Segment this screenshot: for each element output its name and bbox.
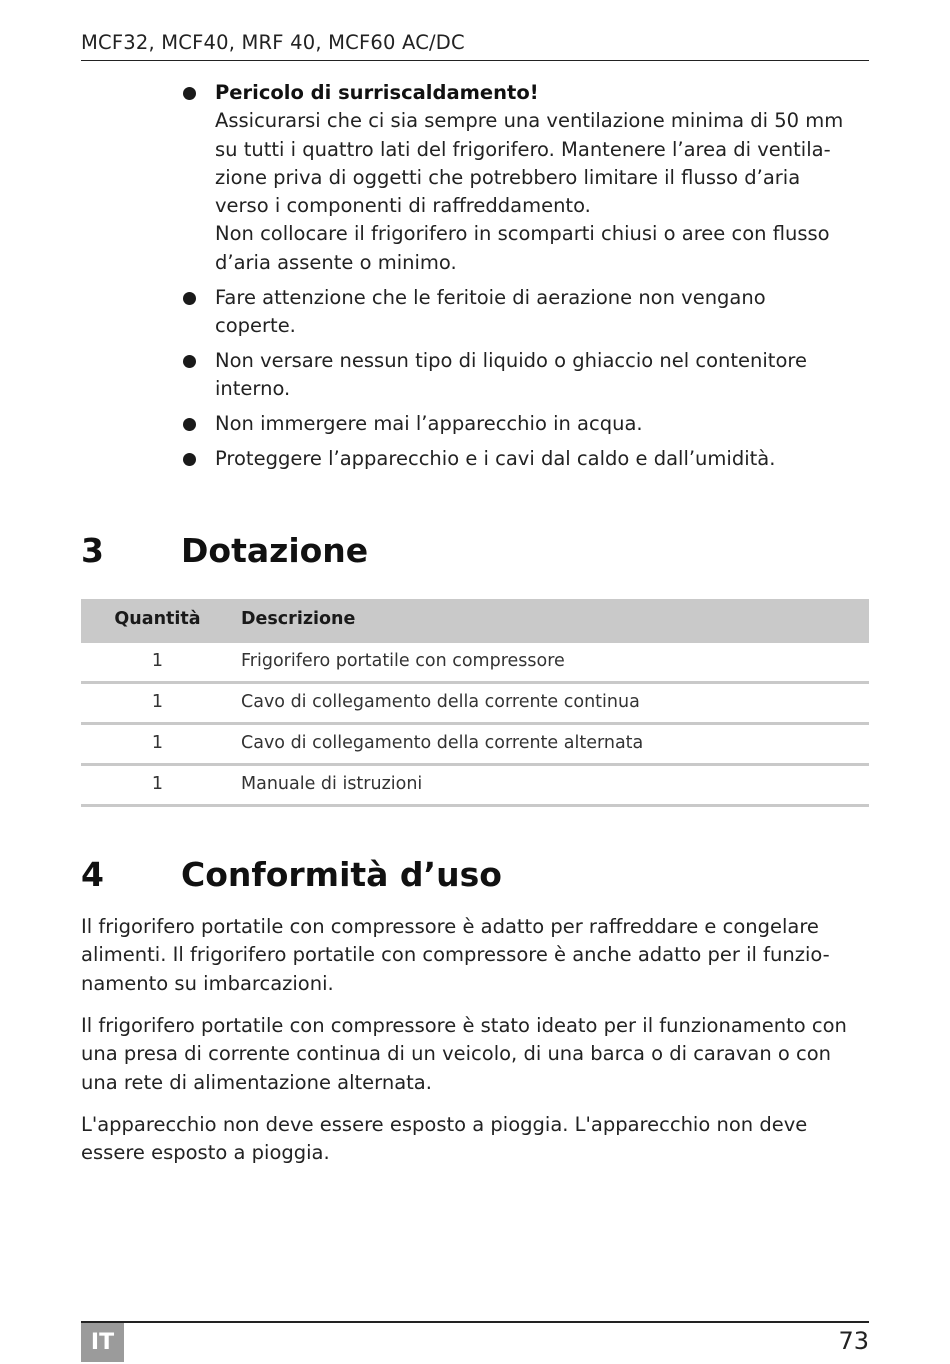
bullet-dot-icon (183, 453, 196, 466)
quantity-cell: 1 (151, 651, 164, 671)
quantity-cell: 1 (151, 774, 164, 794)
running-header: MCF32, MCF40, MRF 40, MCF60 AC/DC (81, 31, 465, 54)
paragraph-line: Il frigorifero portatile con compressore è adatto per raffreddare e congelare (81, 915, 819, 938)
section-number: 3 (81, 531, 104, 570)
safety-bullet-list (181, 79, 871, 480)
bullet-line: su tutti i quattro lati del frigorifero. Mantenere l’area di ventila- (215, 137, 831, 161)
bullet-line: zione priva di oggetti che potrebbero limitare il flusso d’aria (215, 165, 801, 189)
footer-divider (81, 1321, 869, 1323)
section-title: Dotazione (181, 531, 369, 570)
column-header-quantity: Quantità (114, 609, 201, 629)
bullet-line: Assicurarsi che ci sia sempre una ventilazione minima di 50 mm (215, 109, 844, 133)
bullet-item-overheating (181, 79, 871, 277)
paragraph-rain-warning (81, 1111, 869, 1168)
section-title: Conformità d’uso (181, 855, 502, 894)
quantity-cell: 1 (151, 692, 164, 712)
paragraph-line: essere esposto a pioggia. (81, 1141, 330, 1165)
paragraph-line: Il frigorifero portatile con compressore è stato ideato per il funzionamento con (81, 1014, 847, 1037)
description-cell: Frigorifero portatile con compressore (241, 651, 565, 671)
bullet-line: coperte. (215, 313, 296, 337)
page-number: 73 (838, 1327, 869, 1355)
bullet-line: d’aria assente o minimo. (215, 250, 457, 274)
table-row (81, 643, 869, 684)
table-row (81, 684, 869, 725)
bullet-line: Non collocare il frigorifero in scomparti chiusi o aree con flusso (215, 222, 830, 246)
description-cell: Cavo di collegamento della corrente continua (241, 692, 640, 712)
bullet-line: Proteggere l’apparecchio e i cavi dal caldo e dall’umidità. (215, 446, 776, 470)
bullet-item-liquids (181, 347, 871, 404)
table-row (81, 725, 869, 766)
paragraph-power-supply (81, 1012, 869, 1097)
bullet-item-vents (181, 284, 871, 341)
table-header-row (81, 599, 869, 643)
description-cell: Manuale di istruzioni (241, 774, 423, 794)
bullet-dot-icon (183, 292, 196, 305)
bullet-line: verso i componenti di raffreddamento. (215, 194, 591, 218)
paragraph-line: alimenti. Il frigorifero portatile con compressore è anche adatto per il funzio- (81, 943, 830, 967)
bullet-item-water (181, 410, 871, 438)
column-header-description: Descrizione (241, 609, 356, 629)
paragraph-line: L'apparecchio non deve essere esposto a pioggia. L'apparecchio non deve (81, 1113, 808, 1136)
paragraph-line: namento su imbarcazioni. (81, 971, 334, 995)
bullet-dot-icon (183, 355, 196, 368)
bullet-line: Fare attenzione che le feritoie di aerazione non vengano (215, 285, 766, 309)
section-number: 4 (81, 855, 104, 894)
paragraph-intended-use (81, 913, 869, 998)
paragraph-line: una rete di alimentazione alternata. (81, 1070, 432, 1094)
bullet-title: Pericolo di surriscaldamento! (215, 81, 539, 104)
bullet-line: Non immergere mai l’apparecchio in acqua. (215, 412, 643, 436)
description-cell: Cavo di collegamento della corrente alternata (241, 733, 644, 753)
paragraph-line: una presa di corrente continua di un veicolo, di una barca o di caravan o con (81, 1042, 832, 1066)
table-row (81, 766, 869, 807)
bullet-dot-icon (183, 87, 196, 100)
bullet-line: interno. (215, 377, 291, 401)
bullet-item-heat-humidity (181, 445, 871, 473)
bullet-line: Non versare nessun tipo di liquido o ghiaccio nel contenitore (215, 348, 807, 372)
header-divider (81, 60, 869, 61)
language-badge: IT (81, 1323, 124, 1362)
bullet-dot-icon (183, 418, 196, 431)
contents-table (81, 599, 869, 807)
quantity-cell: 1 (151, 733, 164, 753)
